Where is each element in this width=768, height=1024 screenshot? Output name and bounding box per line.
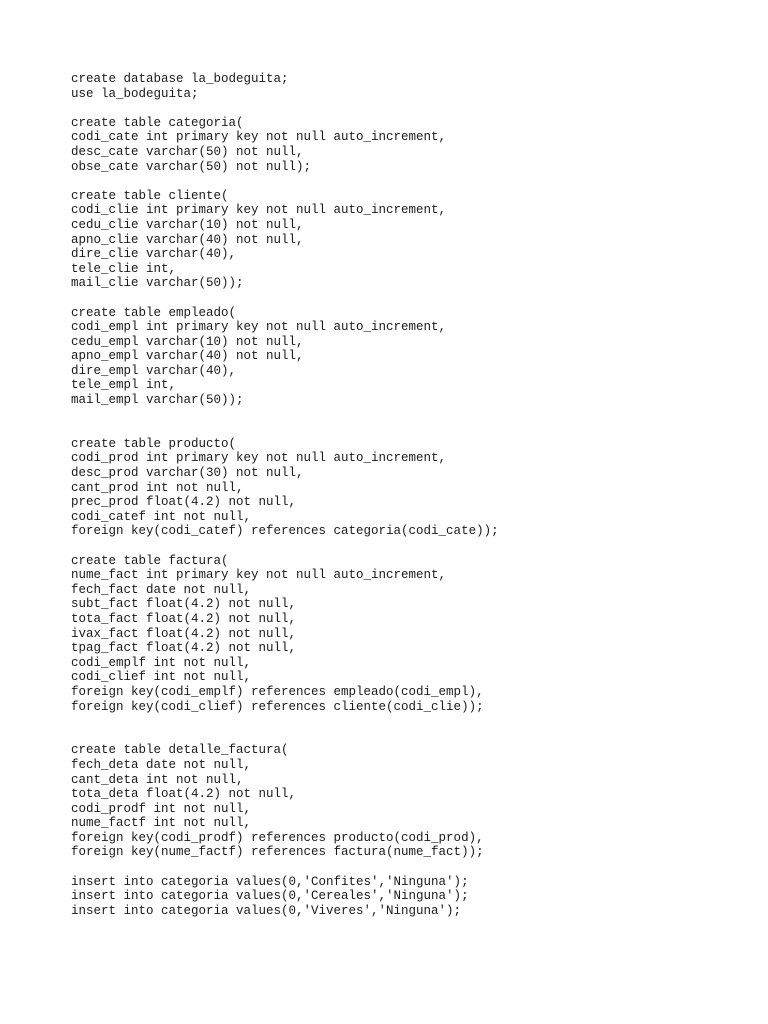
- sql-script: [71, 72, 499, 918]
- code-line: create database la_bodeguita;: [71, 72, 289, 86]
- code-line: foreign key(codi_emplf) references empleado(codi_empl),: [71, 684, 484, 699]
- code-line: foreign key(nume_factf) references factura(nume_fact));: [71, 845, 484, 860]
- code-line: cant_prod int not null,: [71, 480, 244, 495]
- code-line: [71, 860, 499, 875]
- code-line: desc_cate varchar(50) not null,: [71, 144, 304, 159]
- code-line: [71, 539, 499, 554]
- code-line: fech_fact date not null,: [71, 582, 252, 597]
- code-line: [71, 729, 499, 744]
- code-line: [71, 422, 499, 437]
- code-line: codi_emplf int not null,: [71, 655, 252, 670]
- code-line: codi_empl int primary key not null auto_increment,: [71, 320, 447, 335]
- code-line: nume_factf int not null,: [71, 816, 252, 831]
- code-line: codi_clief int not null,: [71, 670, 252, 685]
- code-line: foreign key(codi_catef) references categoria(codi_cate));: [71, 524, 499, 539]
- code-line: codi_catef int not null,: [71, 509, 252, 524]
- code-line: obse_cate varchar(50) not null);: [71, 159, 312, 174]
- code-line: create table producto(: [71, 436, 237, 451]
- code-line: create table detalle_factura(: [71, 743, 289, 758]
- code-line: subt_fact float(4.2) not null,: [71, 597, 297, 612]
- code-line: tota_deta float(4.2) not null,: [71, 787, 297, 802]
- code-line: tota_fact float(4.2) not null,: [71, 611, 297, 626]
- code-line: prec_prod float(4.2) not null,: [71, 495, 297, 510]
- code-line: dire_empl varchar(40),: [71, 363, 237, 378]
- code-line: desc_prod varchar(30) not null,: [71, 466, 304, 481]
- code-line: mail_clie varchar(50));: [71, 276, 244, 291]
- code-line: apno_empl varchar(40) not null,: [71, 349, 304, 364]
- code-line: foreign key(codi_prodf) references producto(codi_prod),: [71, 830, 484, 845]
- code-line: ivax_fact float(4.2) not null,: [71, 626, 297, 641]
- code-line: [71, 408, 499, 423]
- code-line: dire_clie varchar(40),: [71, 247, 237, 262]
- code-line: cedu_clie varchar(10) not null,: [71, 217, 304, 232]
- code-line: cedu_empl varchar(10) not null,: [71, 334, 304, 349]
- code-line: tpag_fact float(4.2) not null,: [71, 641, 297, 656]
- code-line: nume_fact int primary key not null auto_increment,: [71, 568, 447, 583]
- code-line: tele_empl int,: [71, 378, 177, 393]
- code-line: [71, 291, 499, 306]
- code-line: codi_cate int primary key not null auto_increment,: [71, 130, 447, 145]
- code-line: use la_bodeguita;: [71, 86, 199, 101]
- code-line: insert into categoria values(0,'Cereales','Ninguna');: [71, 889, 469, 904]
- code-line: mail_empl varchar(50));: [71, 393, 244, 408]
- code-line: codi_clie int primary key not null auto_increment,: [71, 203, 447, 218]
- code-line: insert into categoria values(0,'Viveres','Ninguna');: [71, 903, 462, 918]
- code-line: insert into categoria values(0,'Confites','Ninguna');: [71, 874, 469, 889]
- code-line: cant_deta int not null,: [71, 772, 244, 787]
- code-line: [71, 174, 499, 189]
- code-line: apno_clie varchar(40) not null,: [71, 232, 304, 247]
- code-line: tele_clie int,: [71, 261, 177, 276]
- code-line: [71, 714, 499, 729]
- code-line: codi_prod int primary key not null auto_increment,: [71, 451, 447, 466]
- code-line: codi_prodf int not null,: [71, 801, 252, 816]
- code-line: foreign key(codi_clief) references cliente(codi_clie));: [71, 699, 484, 714]
- code-line: fech_deta date not null,: [71, 757, 252, 772]
- code-line: create table cliente(: [71, 188, 229, 203]
- code-line: create table empleado(: [71, 305, 237, 320]
- code-line: [71, 101, 499, 116]
- code-line: create table categoria(: [71, 115, 244, 130]
- code-line: create table factura(: [71, 553, 229, 568]
